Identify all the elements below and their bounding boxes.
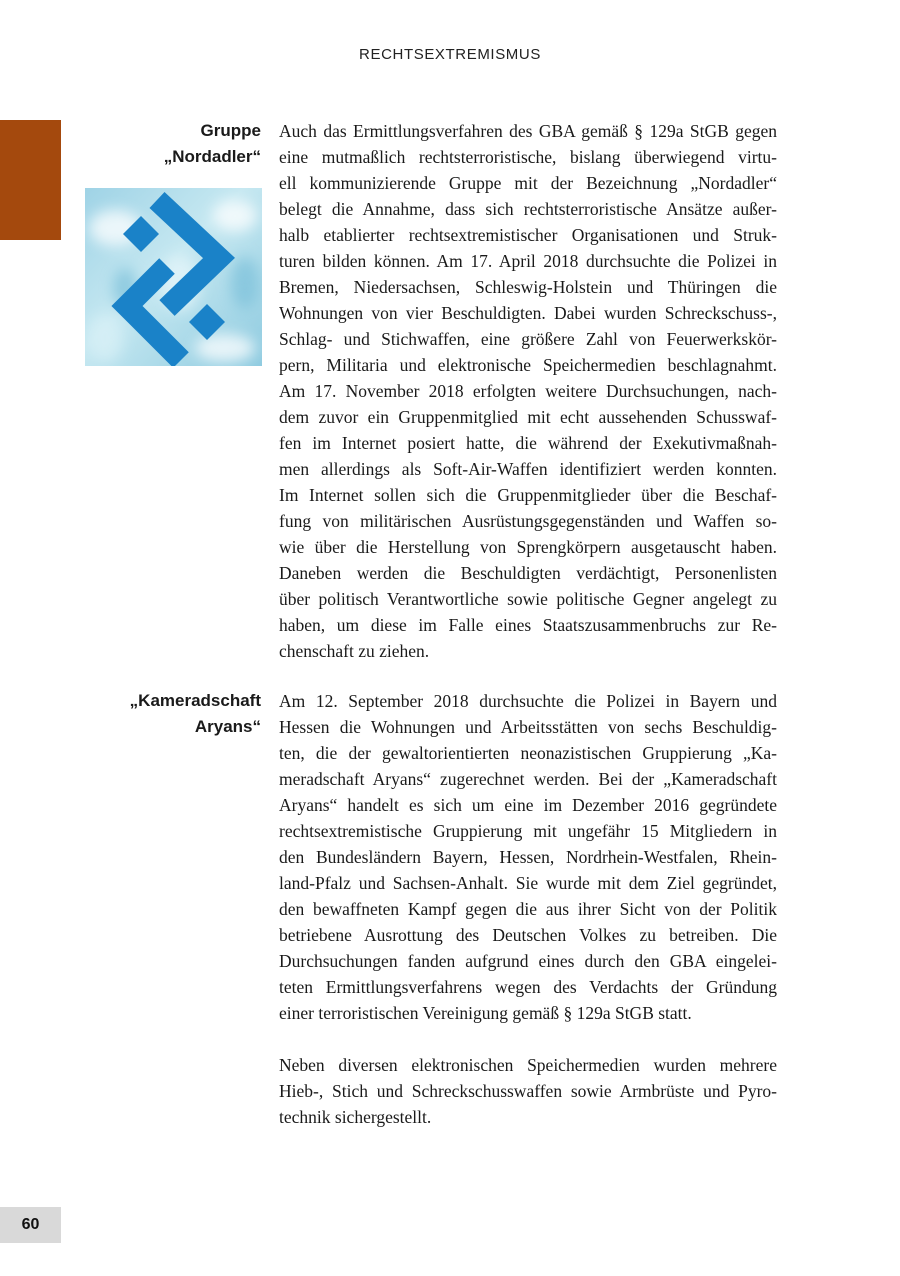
- nordadler-logo-image: [85, 188, 262, 366]
- text-line: betriebene Ausrottung des Deutschen Volkes zu betreiben. Die: [279, 925, 777, 945]
- paragraph: [279, 118, 777, 664]
- text-line: chenschaft zu ziehen.: [279, 641, 430, 661]
- text-line: ten, die der gewaltorientierten neonazistischen Gruppierung „Ka-: [279, 743, 777, 763]
- text-line: Im Internet sollen sich die Gruppenmitglieder über die Beschaf-: [279, 485, 777, 505]
- text-line: Auch das Ermittlungsverfahren des GBA gemäß § 129a StGB gegen: [279, 121, 777, 141]
- text-line: Am 17. November 2018 erfolgten weitere Durchsuchungen, nach-: [279, 381, 777, 401]
- text-line: haben, um diese im Falle eines Staatszusammenbruchs zur Re-: [279, 615, 777, 635]
- text-line: eine mutmaßlich rechtsterroristische, bislang überwiegend virtu-: [279, 147, 777, 167]
- text-line: einer terroristischen Vereinigung gemäß § 129a StGB statt.: [279, 1003, 692, 1023]
- text-line: Neben diversen elektronischen Speichermedien wurden mehrere: [279, 1055, 777, 1075]
- section-text-kameradschaft-aryans: [279, 688, 777, 1130]
- text-line: ell kommunizierende Gruppe mit der Bezeichnung „Nordadler“: [279, 173, 777, 193]
- text-line: pern, Militaria und elektronische Speichermedien beschlagnahmt.: [279, 355, 777, 375]
- text-line: Schlag- und Stichwaffen, eine größere Zahl von Feuerwerkskör-: [279, 329, 777, 349]
- side-heading-line: Aryans“: [194, 717, 261, 736]
- side-heading-line: „Nordadler“: [163, 147, 261, 166]
- text-line: land-Pfalz und Sachsen-Anhalt. Sie wurde mit dem Ziel gegründet,: [279, 873, 777, 893]
- text-line: technik sichergestellt.: [279, 1107, 432, 1127]
- text-line: teten Ermittlungsverfahrens wegen des Verdachts der Gründung: [279, 977, 777, 997]
- text-line: dem zuvor ein Gruppenmitglied mit echt aussehenden Schusswaf-: [279, 407, 777, 427]
- text-line: den Bundesländern Bayern, Hessen, Nordrhein-Westfalen, Rhein-: [279, 847, 777, 867]
- side-heading-line: Gruppe: [200, 121, 261, 140]
- side-heading-nordadler: [41, 118, 261, 170]
- text-line: Hieb-, Stich und Schreckschusswaffen sowie Armbrüste und Pyro-: [279, 1081, 777, 1101]
- text-line: Hessen die Wohnungen und Arbeitsstätten von sechs Beschuldig-: [279, 717, 777, 737]
- section-text-nordadler: [279, 118, 777, 664]
- text-line: Bremen, Niedersachsen, Schleswig-Holstein und Thüringen die: [279, 277, 777, 297]
- text-line: Wohnungen von vier Beschuldigten. Dabei wurden Schreckschuss-,: [279, 303, 777, 323]
- text-line: Daneben werden die Beschuldigten verdächtigt, Personenlisten: [279, 563, 777, 583]
- running-header: RECHTSEXTREMISMUS: [359, 46, 541, 63]
- text-line: Durchsuchungen fanden aufgrund eines durch den GBA eingelei-: [279, 951, 777, 971]
- paragraph: [279, 1052, 777, 1130]
- page-number: 60: [0, 1207, 61, 1243]
- text-line: Am 12. September 2018 durchsuchte die Polizei in Bayern und: [279, 691, 777, 711]
- paragraph: [279, 688, 777, 1026]
- text-line: rechtsextremistische Gruppierung mit ungefähr 15 Mitgliedern in: [279, 821, 777, 841]
- text-line: den bewaffneten Kampf gegen die aus ihrer Sicht von der Politik: [279, 899, 777, 919]
- text-line: halb etablierter rechtsextremistischer Organisationen und Struk-: [279, 225, 777, 245]
- text-line: turen bilden können. Am 17. April 2018 durchsuchte die Polizei in: [279, 251, 777, 271]
- text-line: Aryans“ handelt es sich um eine im Dezember 2016 gegründete: [279, 795, 777, 815]
- text-line: wie über die Herstellung von Sprengkörpern ausgetauscht haben.: [279, 537, 777, 557]
- text-line: über politisch Verantwortliche sowie politische Gegner angelegt zu: [279, 589, 777, 609]
- text-line: fen im Internet posiert hatte, die während der Exekutivmaßnah-: [279, 433, 777, 453]
- nordadler-logo-icon: [85, 188, 262, 366]
- side-heading-line: „Kameradschaft: [129, 691, 261, 710]
- side-heading-kameradschaft-aryans: [41, 688, 261, 740]
- text-line: belegt die Annahme, dass sich rechtsterroristische Ansätze außer-: [279, 199, 777, 219]
- text-line: men allerdings als Soft-Air-Waffen identifiziert werden konnten.: [279, 459, 777, 479]
- text-line: meradschaft Aryans“ zugerechnet werden. Bei der „Kameradschaft: [279, 769, 777, 789]
- text-line: fung von militärischen Ausrüstungsgegenständen und Waffen so-: [279, 511, 777, 531]
